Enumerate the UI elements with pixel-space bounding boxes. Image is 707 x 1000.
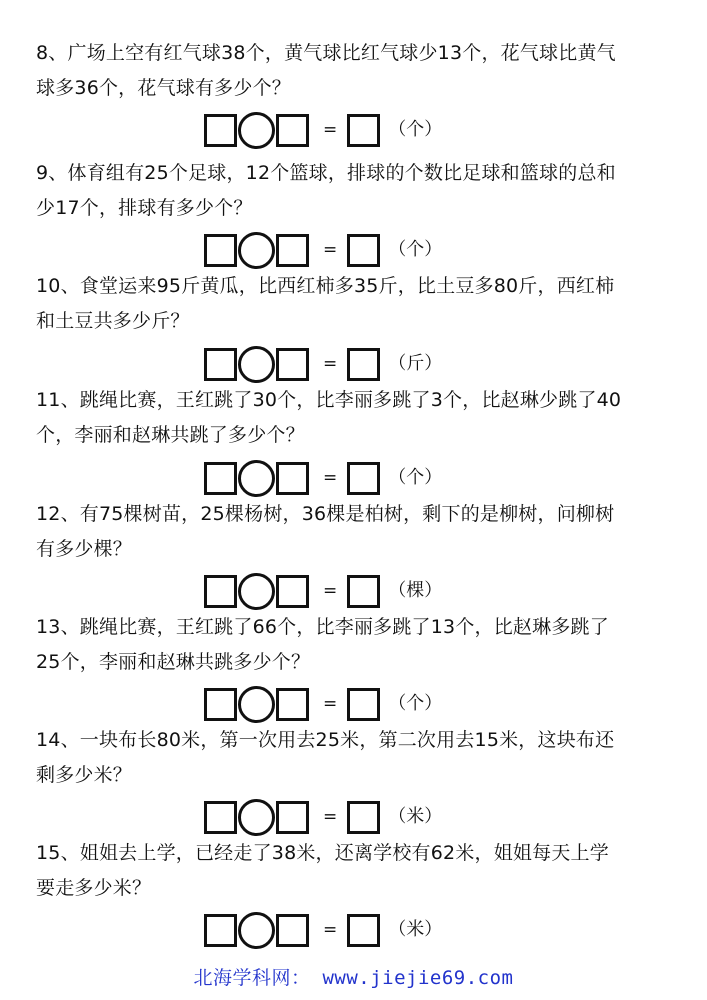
unit-label: （斤） xyxy=(388,353,443,374)
equals-sign: = xyxy=(323,580,338,601)
answer-row-10 xyxy=(204,344,442,384)
problem-text-line2: 要走多少米？ xyxy=(36,877,152,899)
problem-13 xyxy=(36,610,676,680)
result-box[interactable] xyxy=(347,688,380,721)
answer-box-1[interactable] xyxy=(204,348,237,381)
result-box[interactable] xyxy=(347,575,380,608)
problem-text-line1: 10、食堂运来95斤黄瓜，比西红柿多35斤，比土豆多80斤，西红柿 xyxy=(36,275,615,297)
result-box[interactable] xyxy=(347,914,380,947)
problem-text-line2: 有多少棵？ xyxy=(36,538,133,560)
problem-text-line2: 和土豆共多少斤？ xyxy=(36,310,190,332)
answer-box-1[interactable] xyxy=(204,801,237,834)
answer-row-13 xyxy=(204,684,442,724)
unit-label: （米） xyxy=(388,806,443,827)
problem-text-line2: 25个，李丽和赵琳共跳多少个？ xyxy=(36,651,311,673)
answer-row-14 xyxy=(204,797,442,837)
answer-box-2[interactable] xyxy=(276,575,309,608)
unit-label: （棵） xyxy=(388,580,443,601)
answer-row-8 xyxy=(204,110,442,150)
operator-circle[interactable] xyxy=(238,346,275,383)
answer-box-2[interactable] xyxy=(276,801,309,834)
answer-box-2[interactable] xyxy=(276,462,309,495)
equals-sign: = xyxy=(323,806,338,827)
problem-text-line1: 14、一块布长80米，第一次用去25米，第二次用去15米，这块布还 xyxy=(36,729,615,751)
problem-text-line2: 剩多少米？ xyxy=(36,764,133,786)
equals-sign: = xyxy=(323,239,338,260)
result-box[interactable] xyxy=(347,348,380,381)
answer-row-12 xyxy=(204,571,442,611)
operator-circle[interactable] xyxy=(238,112,275,149)
problem-14 xyxy=(36,723,676,793)
equals-sign: = xyxy=(323,693,338,714)
unit-label: （米） xyxy=(388,919,443,940)
problem-text-line2: 少17个，排球有多少个？ xyxy=(36,197,253,219)
answer-box-2[interactable] xyxy=(276,688,309,721)
answer-box-1[interactable] xyxy=(204,114,237,147)
unit-label: （个） xyxy=(388,119,443,140)
answer-box-1[interactable] xyxy=(204,462,237,495)
problem-11 xyxy=(36,383,676,453)
footer-watermark: 北海学科网： www.jiejie69.com xyxy=(193,967,514,989)
problem-text-line1: 11、跳绳比赛，王红跳了30个，比李丽多跳了3个，比赵琳少跳了40 xyxy=(36,389,622,411)
answer-box-2[interactable] xyxy=(276,114,309,147)
result-box[interactable] xyxy=(347,462,380,495)
answer-box-1[interactable] xyxy=(204,575,237,608)
problem-text-line1: 8、广场上空有红气球38个，黄气球比红气球少13个，花气球比黄气 xyxy=(36,42,616,64)
operator-circle[interactable] xyxy=(238,573,275,610)
operator-circle[interactable] xyxy=(238,799,275,836)
operator-circle[interactable] xyxy=(238,460,275,497)
answer-box-1[interactable] xyxy=(204,914,237,947)
unit-label: （个） xyxy=(388,239,443,260)
unit-label: （个） xyxy=(388,693,443,714)
answer-box-2[interactable] xyxy=(276,234,309,267)
answer-box-1[interactable] xyxy=(204,234,237,267)
answer-box-2[interactable] xyxy=(276,348,309,381)
problem-12 xyxy=(36,497,676,567)
answer-box-1[interactable] xyxy=(204,688,237,721)
problem-8 xyxy=(36,36,676,106)
answer-row-15 xyxy=(204,910,442,950)
equals-sign: = xyxy=(323,353,338,374)
result-box[interactable] xyxy=(347,234,380,267)
result-box[interactable] xyxy=(347,801,380,834)
problem-9 xyxy=(36,156,676,226)
problem-text-line1: 13、跳绳比赛，王红跳了66个，比李丽多跳了13个，比赵琳多跳了 xyxy=(36,616,609,638)
problem-text-line1: 15、姐姐去上学，已经走了38米，还离学校有62米，姐姐每天上学 xyxy=(36,842,609,864)
equals-sign: = xyxy=(323,467,338,488)
answer-row-11 xyxy=(204,458,442,498)
operator-circle[interactable] xyxy=(238,232,275,269)
problem-10 xyxy=(36,269,676,339)
problem-text-line1: 12、有75棵树苗，25棵杨树，36棵是柏树，剩下的是柳树，问柳树 xyxy=(36,503,615,525)
problem-text-line1: 9、体育组有25个足球，12个篮球，排球的个数比足球和篮球的总和 xyxy=(36,162,616,184)
problem-text-line2: 球多36个，花气球有多少个？ xyxy=(36,77,291,99)
answer-box-2[interactable] xyxy=(276,914,309,947)
problem-text-line2: 个，李丽和赵琳共跳了多少个？ xyxy=(36,424,305,446)
equals-sign: = xyxy=(323,119,338,140)
equals-sign: = xyxy=(323,919,338,940)
unit-label: （个） xyxy=(388,467,443,488)
problem-15 xyxy=(36,836,676,906)
operator-circle[interactable] xyxy=(238,912,275,949)
operator-circle[interactable] xyxy=(238,686,275,723)
result-box[interactable] xyxy=(347,114,380,147)
answer-row-9 xyxy=(204,230,442,270)
